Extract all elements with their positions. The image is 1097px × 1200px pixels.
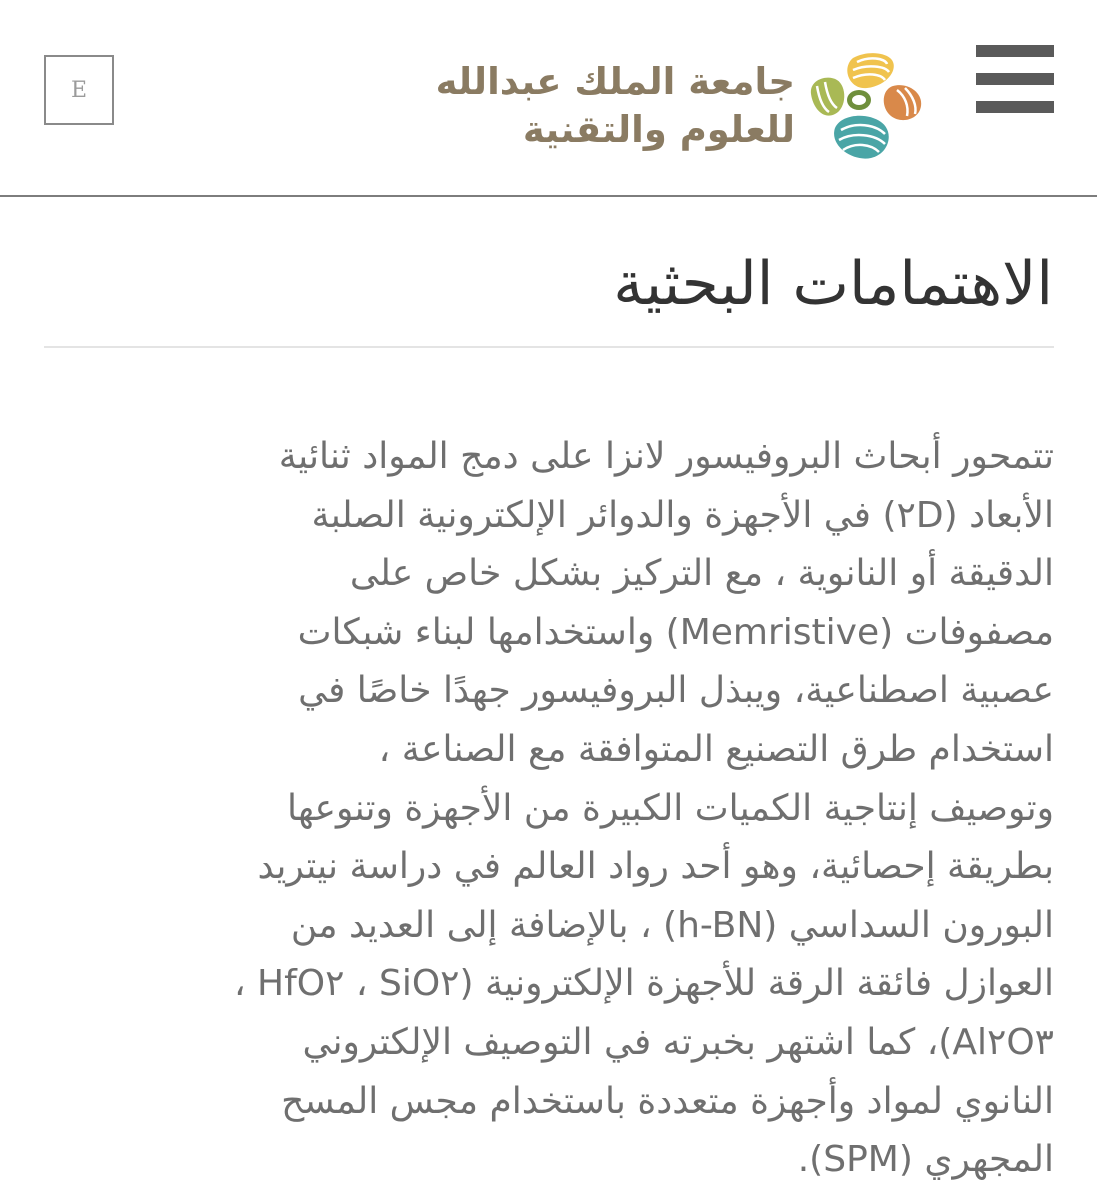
menu-icon-bar-top bbox=[976, 45, 1054, 57]
paragraph-line: البورون السداسي (h-BN) ، بالإضافة إلى العديد من bbox=[290, 904, 1054, 946]
paragraph-line: استخدام طرق التصنيع المتوافقة مع الصناعة ، bbox=[378, 728, 1054, 770]
paragraph-line: تتمحور أبحاث البروفيسور لانزا على دمج المواد ثنائية bbox=[278, 436, 1054, 477]
logo-text-line1: جامعة الملك عبدالله bbox=[435, 60, 795, 103]
language-toggle-label: E bbox=[70, 77, 88, 103]
language-toggle-button[interactable] bbox=[44, 55, 114, 125]
menu-icon-bar-middle bbox=[976, 73, 1054, 85]
research-interests-paragraph bbox=[44, 428, 1054, 1190]
logo-text-line2: للعلوم والتقنية bbox=[522, 108, 795, 151]
title-divider bbox=[44, 346, 1054, 348]
paragraph-line: بطريقة إحصائية، وهو أحد رواد العالم في دراسة نيتريد bbox=[257, 846, 1054, 888]
header-divider bbox=[0, 195, 1097, 197]
paragraph-line: مصفوفات (Memristive) واستخدامها لبناء شبكات bbox=[297, 611, 1054, 653]
paragraph-line: Al٢O٣)، كما اشتهر بخبرته في التوصيف الإلكتروني bbox=[302, 1021, 1054, 1063]
paragraph-line: الأبعاد (٢D) في الأجهزة والدوائر الإلكترونية الصلبة bbox=[311, 494, 1054, 536]
logo-center bbox=[847, 90, 871, 110]
paragraph-line: الدقيقة أو النانوية ، مع التركيز بشكل خاص على bbox=[349, 553, 1054, 595]
hamburger-menu-button[interactable] bbox=[976, 45, 1054, 113]
paragraph-line: المجهري (SPM). bbox=[797, 1139, 1054, 1181]
page-title: الاهتمامات البحثية bbox=[613, 249, 1053, 319]
university-logo-icon[interactable] bbox=[805, 50, 925, 162]
logo-petal-right bbox=[884, 85, 921, 120]
university-logo-text[interactable] bbox=[400, 58, 795, 154]
paragraph-line: العوازل فائقة الرقة للأجهزة الإلكترونية (SiO٢ ، HfO٢ ، bbox=[233, 963, 1054, 1005]
logo-petal-left bbox=[811, 78, 844, 116]
paragraph-line: وتوصيف إنتاجية الكميات الكبيرة من الأجهزة وتنوعها bbox=[286, 787, 1054, 829]
paragraph-line: النانوي لمواد وأجهزة متعددة باستخدام مجس المسح bbox=[281, 1080, 1054, 1122]
logo-petal-top bbox=[847, 53, 893, 88]
menu-icon-bar-bottom bbox=[976, 101, 1054, 113]
paragraph-line: عصبية اصطناعية، ويبذل البروفيسور جهدًا خاصًا في bbox=[298, 670, 1054, 712]
logo-petal-bottom bbox=[834, 116, 889, 159]
site-header bbox=[0, 0, 1097, 197]
